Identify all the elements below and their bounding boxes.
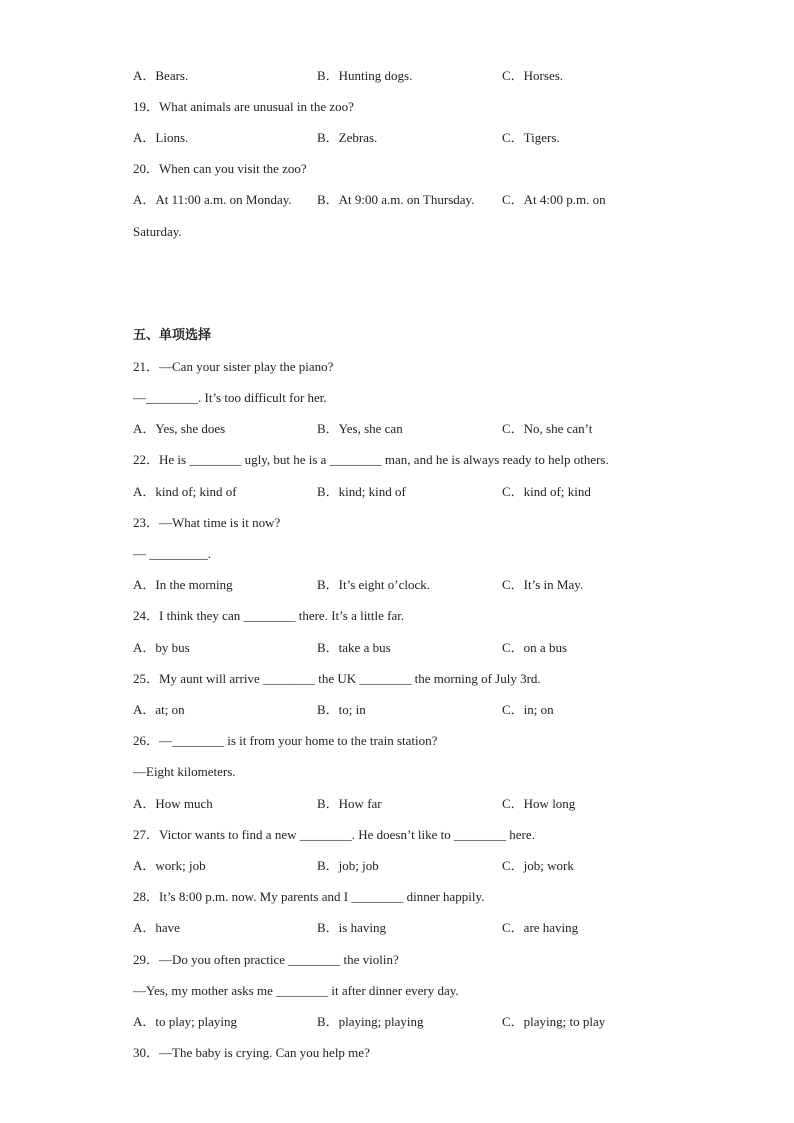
answer-option: B．Zebras. [317,130,378,145]
answer-option: B．It’s eight o’clock. [317,577,431,592]
answer-option: A．kind of; kind of [133,484,237,499]
answer-option: A．at; on [133,702,185,717]
question-text: 30．—The baby is crying. Can you help me? [133,1045,370,1060]
answer-option: C．playing; to play [502,1014,606,1029]
answer-option: C．kind of; kind [502,484,591,499]
question-text: 27．Victor wants to find a new ________. He doesn’t like to ________ here. [133,827,535,842]
answer-option: A．Yes, she does [133,421,226,436]
answer-option: B．job; job [317,858,379,873]
answer-option: B．Hunting dogs. [317,68,413,83]
answer-option: A．How much [133,796,213,811]
answer-option: B．playing; playing [317,1014,424,1029]
answer-option: C．It’s in May. [502,577,584,592]
question-text: 19．What animals are unusual in the zoo? [133,99,354,114]
question-text: 29．—Do you often practice ________ the violin? [133,952,399,967]
answer-option: C．job; work [502,858,574,873]
answer-option: A．have [133,920,180,935]
answer-option: A．to play; playing [133,1014,237,1029]
question-text: — _________. [133,546,211,561]
question-text: —Eight kilometers. [133,764,236,779]
answer-option: C．in; on [502,702,554,717]
question-text: 28．It’s 8:00 p.m. now. My parents and I ________ dinner happily. [133,889,485,904]
section-heading: 五、单项选择 [133,328,212,343]
answer-option: A．Bears. [133,68,189,83]
answer-option: B．is having [317,920,386,935]
answer-option: C．Tigers. [502,130,560,145]
question-text: 25．My aunt will arrive ________ the UK ________ the morning of July 3rd. [133,671,541,686]
answer-option: B．to; in [317,702,366,717]
answer-option: A．At 11:00 a.m. on Monday. [133,192,292,207]
question-text: 24．I think they can ________ there. It’s a little far. [133,608,405,623]
question-text: —Yes, my mother asks me ________ it after dinner every day. [133,983,459,998]
question-text: 23．—What time is it now? [133,515,281,530]
question-text: Saturday. [133,224,182,239]
question-text: 22．He is ________ ugly, but he is a ________ man, and he is always ready to help others. [133,452,609,467]
answer-option: C．How long [502,796,576,811]
question-text: —________. It’s too difficult for her. [133,390,327,405]
answer-option: C．At 4:00 p.m. on [502,192,606,207]
answer-option: C．No, she can’t [502,421,593,436]
answer-option: C．Horses. [502,68,564,83]
answer-option: C．are having [502,920,579,935]
question-text: 21．—Can your sister play the piano? [133,359,334,374]
question-text: 20．When can you visit the zoo? [133,161,307,176]
answer-option: B．At 9:00 a.m. on Thursday. [317,192,475,207]
answer-option: B．Yes, she can [317,421,403,436]
answer-option: A．by bus [133,640,190,655]
answer-option: B．How far [317,796,382,811]
answer-option: B．take a bus [317,640,391,655]
answer-option: A．In the morning [133,577,233,592]
answer-option: A．Lions. [133,130,189,145]
question-text: 26．—________ is it from your home to the train station? [133,733,438,748]
answer-option: C．on a bus [502,640,568,655]
answer-option: B．kind; kind of [317,484,406,499]
answer-option: A．work; job [133,858,206,873]
